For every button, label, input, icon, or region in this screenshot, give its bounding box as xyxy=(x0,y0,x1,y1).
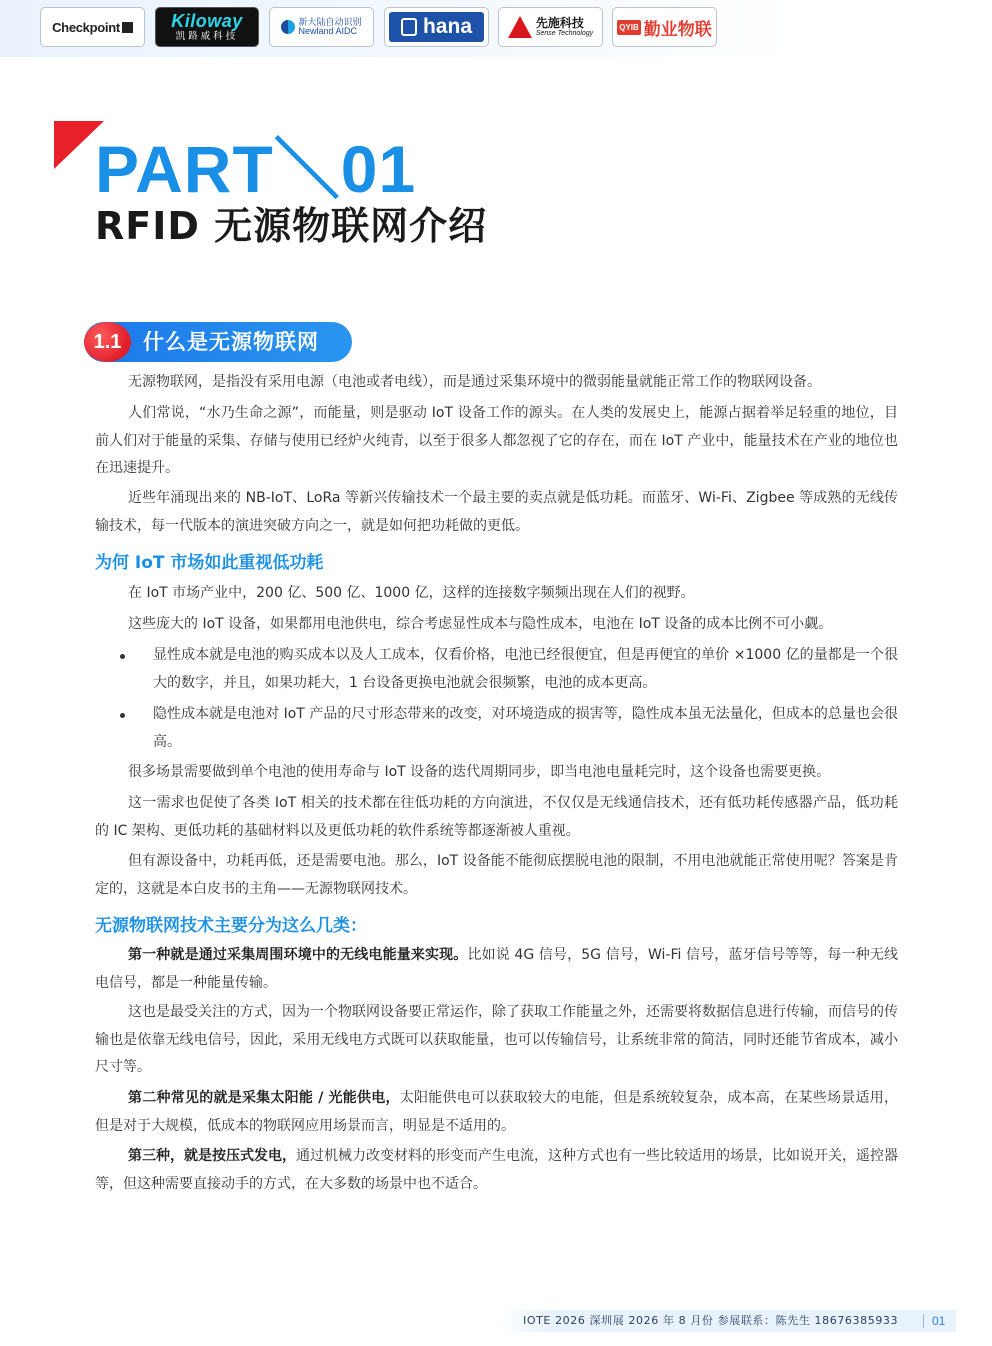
paragraph-passive-answer: 但有源设备中，功耗再低，还是需要电池。那么，IoT 设备能不能彻底摆脱电池的限制，不用电池就能正常使用呢？答案是肯定的，这就是本白皮书的主角——无源物联网技术。 xyxy=(95,853,898,897)
sense-logo-en: Sense Technology xyxy=(535,29,594,37)
page-number: 01 xyxy=(932,1314,946,1328)
paragraph-low-power-evolution: 这一需求也促使了各类 IoT 相关的技术都在往低功耗的方向演进，不仅仅是无线通信技术，还有低功耗传感器产品，低功耗的 IC 架构、更低功耗的基础材料以及更低功耗的软件系统等都逐渐被人重视。 xyxy=(95,795,898,839)
checkpoint-logo xyxy=(40,7,145,47)
hana-logo-text: hana xyxy=(422,15,472,38)
paragraph-type-radio-detail: 这也是最受关注的方式，因为一个物联网设备要正常运作，除了获取工作能量之外，还需要将数据信息进行传输，而信号的传输也是依靠无线电信号，因此，采用无线电方式既可以获取能量，也可以传输信号，让系统非常的简洁，同时还能节省成本，减小尺寸等。 xyxy=(95,1004,898,1075)
qinye-logo-text: 勤业物联 xyxy=(643,19,712,39)
newland-logo xyxy=(269,7,374,47)
paragraph-energy-source: 人们常说，“水乃生命之源”，而能量，则是驱动 IoT 设备工作的源头。在人类的发展史上，能源占据着举足轻重的地位，目前人们对于能量的采集、存储与使用已经炉火纯青，以至于很多人都忽视了它的存在，而在 IoT 产业中，能量技术在产业的地位也在迅速提升。 xyxy=(95,405,898,476)
part-subtitle: RFID 无源物联网介绍 xyxy=(95,204,488,248)
bullet-dot-icon xyxy=(120,713,125,718)
sense-logo xyxy=(498,7,603,47)
paragraph-type-solar xyxy=(95,1085,898,1140)
newland-logo-cn: 新大陆自动识别 xyxy=(298,16,362,27)
checkpoint-logo-text: Checkpoint xyxy=(52,19,120,35)
subheading-passive-types: 无源物联网技术主要分为这么几类： xyxy=(95,916,367,936)
hana-logo xyxy=(384,7,489,47)
type-radio-bold: 第一种就是通过采集周围环境中的无线电能量来实现。 xyxy=(128,947,468,963)
bullet-implicit-cost xyxy=(120,701,898,756)
type-solar-bold: 第二种常见的就是采集太阳能 / 光能供电， xyxy=(128,1090,400,1106)
bullet-dot-icon xyxy=(120,654,125,659)
paragraph-connection-numbers: 在 IoT 市场产业中，200 亿、500 亿、1000 亿，这样的连接数字频频出现在人们的视野。 xyxy=(128,585,695,601)
paragraph-low-power-tech: 近些年涌现出来的 NB-IoT、LoRa 等新兴传输技术一个最主要的卖点就是低功耗。而蓝牙、Wi-Fi、Zigbee 等成熟的无线传输技术，每一代版本的演进突破方向之一，就是如何把功耗做的更低。 xyxy=(95,490,898,534)
qinye-logo xyxy=(612,7,717,47)
footer-contact-text: IOTE 2026 深圳展 2026 年 8 月份 参展联系：陈先生 18676385933 xyxy=(523,1314,899,1327)
type-radio-rest: 比如说 4G 信号，5G 信号，Wi-Fi 信号，蓝牙信号等等，每一种无线电信号，都是一种能量传输。 xyxy=(95,947,899,991)
bullet-explicit-cost xyxy=(120,642,898,697)
hana-mark-icon xyxy=(401,18,417,36)
section-heading-pill xyxy=(84,322,352,362)
subheading-why-low-power: 为何 IoT 市场如此重视低功耗 xyxy=(95,553,324,573)
sense-logo-cn: 先施科技 xyxy=(535,16,584,31)
section-number-badge: 1.1 xyxy=(84,322,131,362)
qinye-mark-icon: QYIB xyxy=(617,20,641,35)
checkpoint-mark-icon xyxy=(122,22,133,33)
newland-logo-en: Newland AIDC xyxy=(298,26,358,36)
paragraph-definition: 无源物联网，是指没有采用电源（电池或者电线），而是通过采集环境中的微弱能量就能正常工作的物联网设备。 xyxy=(128,374,821,390)
bullet-implicit-cost-text: 隐性成本就是电池对 IoT 产品的尺寸形态带来的改变，对环境造成的损害等，隐性成本虽无法量化，但成本的总量也会很高。 xyxy=(153,706,898,750)
paragraph-type-press xyxy=(95,1143,898,1198)
paragraph-battery-cost: 这些庞大的 IoT 设备，如果都用电池供电，综合考虑显性成本与隐性成本，电池在 IoT 设备的成本比例不可小觑。 xyxy=(128,616,833,632)
type-press-rest: 通过机械力改变材料的形变而产生电流，这种方式也有一些比较适用的场景，比如说开关，遥控器等，但这种需要直接动手的方式，在大多数的场景中也不适合。 xyxy=(95,1148,898,1192)
kiloway-logo-subtext: 凯路威科技 xyxy=(175,31,239,43)
header-logo-strip xyxy=(0,0,992,57)
footer-separator xyxy=(923,1314,924,1328)
newland-mark-icon xyxy=(281,20,295,34)
paragraph-battery-lifetime: 很多场景需要做到单个电池的使用寿命与 IoT 设备的迭代周期同步，即当电池电量耗完时，这个设备也需要更换。 xyxy=(128,764,831,780)
sense-mark-icon xyxy=(508,16,532,38)
type-solar-rest: 太阳能供电可以获取较大的电能，但是系统较复杂，成本高，在某些场景适用，但是对于大规模，低成本的物联网应用场景而言，明显是不适用的。 xyxy=(95,1090,898,1134)
kiloway-logo xyxy=(155,7,259,47)
type-press-bold: 第三种，就是按压式发电， xyxy=(128,1148,296,1164)
bullet-explicit-cost-text: 显性成本就是电池的购买成本以及人工成本，仅看价格，电池已经很便宜，但是再便宜的单价 ×1000 亿的量都是一个很大的数字，并且，如果功耗大，1 台设备更换电池就会很频繁，电池的成本更高。 xyxy=(153,647,898,691)
kiloway-logo-text: Kiloway xyxy=(171,11,243,32)
section-title: 什么是无源物联网 xyxy=(143,330,319,354)
paragraph-type-radio xyxy=(95,942,898,997)
part-title: PART＼01 xyxy=(95,132,417,206)
